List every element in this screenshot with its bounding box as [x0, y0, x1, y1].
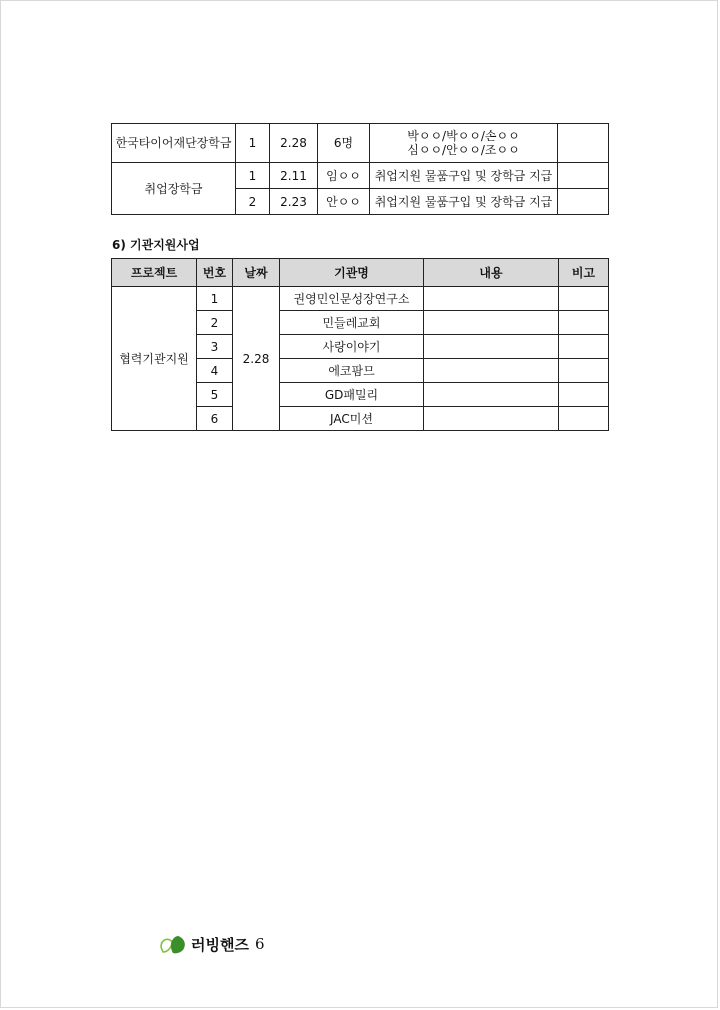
- recipient-names-line: 박ㅇㅇ/박ㅇㅇ/손ㅇㅇ: [407, 129, 520, 143]
- section-heading: 6) 기관지원사업: [112, 238, 200, 252]
- note-cell: [559, 311, 609, 335]
- content-cell: 취업지원 물품구입 및 장학금 지급: [370, 189, 558, 215]
- number-cell: 3: [197, 335, 233, 359]
- content-cell: [424, 383, 559, 407]
- number-cell: 5: [197, 383, 233, 407]
- note-cell: [559, 359, 609, 383]
- recipient-names-line: 심ㅇㅇ/안ㅇㅇ/조ㅇㅇ: [407, 143, 520, 157]
- organization-cell: 에코팜므: [280, 359, 424, 383]
- organization-cell: 민들레교회: [280, 311, 424, 335]
- content-cell: [424, 287, 559, 311]
- table-row: [112, 163, 609, 189]
- note-cell: [559, 407, 609, 431]
- date-cell: 2.23: [270, 189, 318, 215]
- date-cell: 2.28: [270, 124, 318, 163]
- date-cell: 2.11: [270, 163, 318, 189]
- scholarship-table: [111, 123, 609, 215]
- content-cell: [370, 124, 558, 163]
- number-cell: 1: [197, 287, 233, 311]
- note-cell: [559, 335, 609, 359]
- page-number: 6: [254, 935, 265, 953]
- table-row: [112, 287, 609, 311]
- recipient-cell: 임ㅇㅇ: [318, 163, 370, 189]
- leaf-heart-logo-icon: [159, 933, 189, 955]
- program-cell: 취업장학금: [112, 163, 236, 215]
- table-row: [112, 124, 609, 163]
- header-note: 비고: [559, 259, 609, 287]
- number-cell: 4: [197, 359, 233, 383]
- table-header-row: [112, 259, 609, 287]
- organization-cell: 사랑이야기: [280, 335, 424, 359]
- brand-name: 러빙핸즈: [191, 935, 249, 954]
- note-cell: [559, 383, 609, 407]
- content-cell: [424, 311, 559, 335]
- number-cell: 6: [197, 407, 233, 431]
- institution-support-table: [111, 258, 609, 431]
- note-cell: [558, 124, 609, 163]
- note-cell: [558, 189, 609, 215]
- number-cell: 1: [236, 124, 270, 163]
- note-cell: [558, 163, 609, 189]
- content-cell: [424, 359, 559, 383]
- header-number: 번호: [197, 259, 233, 287]
- date-cell: 2.28: [233, 287, 280, 431]
- organization-cell: 권영민인문성장연구소: [280, 287, 424, 311]
- number-cell: 2: [197, 311, 233, 335]
- content-cell: [424, 407, 559, 431]
- recipient-cell: 안ㅇㅇ: [318, 189, 370, 215]
- program-cell: 한국타이어재단장학금: [112, 124, 236, 163]
- page-footer: [159, 933, 265, 955]
- header-content: 내용: [424, 259, 559, 287]
- organization-cell: GD패밀리: [280, 383, 424, 407]
- header-project: 프로젝트: [112, 259, 197, 287]
- project-cell: 협력기관지원: [112, 287, 197, 431]
- organization-cell: JAC미션: [280, 407, 424, 431]
- header-date: 날짜: [233, 259, 280, 287]
- content-cell: 취업지원 물품구입 및 장학금 지급: [370, 163, 558, 189]
- content-cell: [424, 335, 559, 359]
- header-organization: 기관명: [280, 259, 424, 287]
- note-cell: [559, 287, 609, 311]
- recipient-cell: 6명: [318, 124, 370, 163]
- number-cell: 2: [236, 189, 270, 215]
- number-cell: 1: [236, 163, 270, 189]
